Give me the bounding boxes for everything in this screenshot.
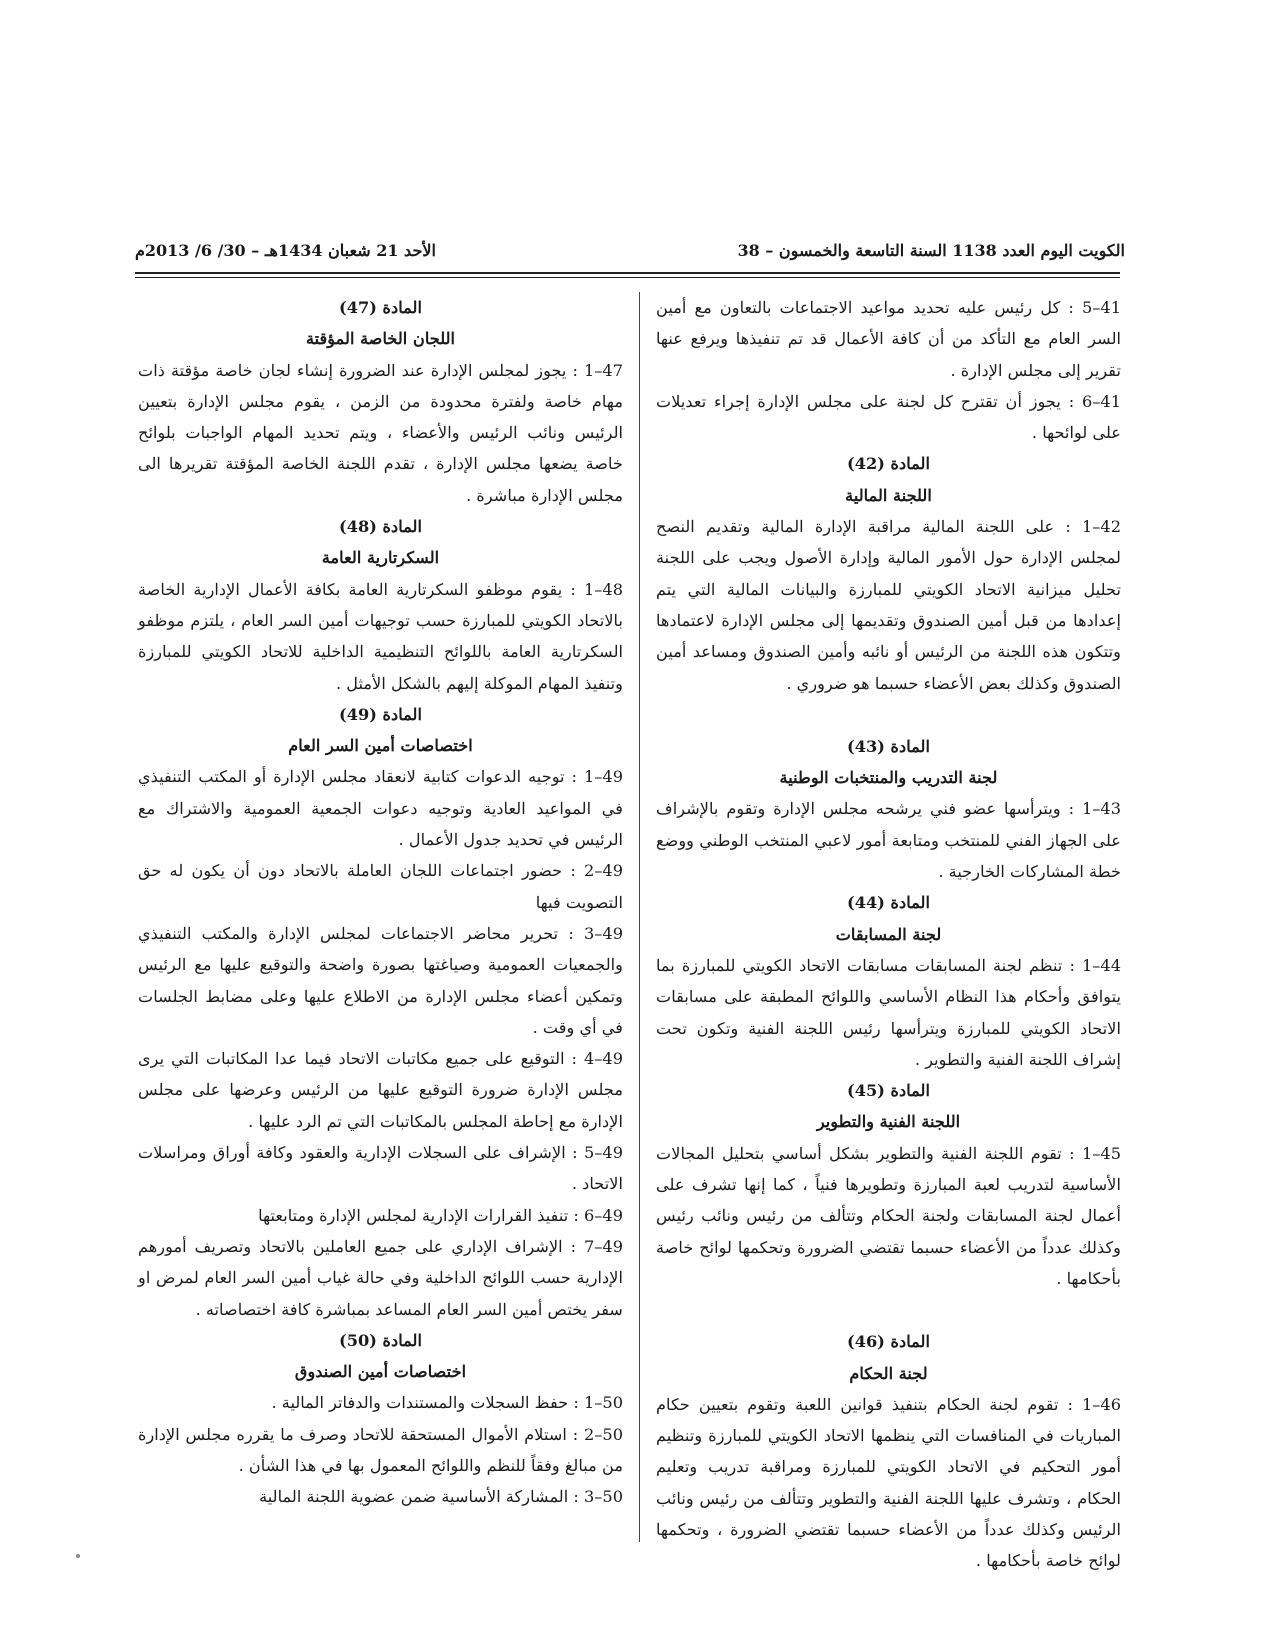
left-column [138,292,623,1513]
article-heading: المادة (48) [339,517,422,537]
article-paragraph: 43–1 : ويترأسها عضو فني يرشحه مجلس الإدارة وتقوم بالإشراف على الجهاز الفني للمنتخب ومتابعة أمور لاعبي المنتخب الوطني ووضع خطة المشاركات الخارجية . [656,799,1121,882]
scan-dot [76,1554,80,1558]
article-paragraph: 50–2 : استلام الأموال المستحقة للاتحاد وصرف ما يقرره مجلس الإدارة من مبالغ وفقاً للنظم واللوائح المعمول بها في هذا الشأن . [138,1424,623,1475]
article-paragraph: 41–6 : يجوز أن تقترح كل لجنة على مجلس الإدارة إجراء تعديلات على لوائحها . [656,391,1121,443]
article-heading: المادة (46) [847,1332,930,1352]
article-paragraph: 49–7 : الإشراف الإداري على جميع العاملين بالاتحاد وتصريف أمورهم الإدارية حسب اللوائح الداخلية وفي حالة غياب أمين السر العام لمرض او سفر يختص أمين السر العام المساعد بمباشرة كافة اختصاصاته . [138,1236,623,1319]
article-heading: اختصاصات أمين السر العام [288,736,473,756]
article-paragraph: 45–1 : تقوم اللجنة الفنية والتطوير بشكل أساسي بتحليل المجالات الأساسية لتدريب لعبة المبارزة وتطويرها فنياً ، كما إنها تشرف على أعمال لجنة المسابقات ولجنة الحكام وتتألف من رئيس ونائب رئيس وكذلك عدداً من الأعضاء حسبما تقتضي الضرورة وتحكمها لوائح خاصة بأحكامها . [656,1143,1121,1288]
article-heading: لجنة المسابقات [835,924,942,944]
article-heading: اللجنة الفنية والتطوير [816,1112,961,1132]
article-paragraph: 50–3 : المشاركة الأساسية ضمن عضوية اللجنة المالية [259,1487,623,1507]
article-paragraph: 47–1 : يجوز لمجلس الإدارة عند الضرورة إنشاء لجان خاصة مؤقتة ذات مهام خاصة ولفترة محدودة من الزمن ، يقوم مجلس الإدارة بتعيين الرئيس ونائب الرئيس والأعضاء ، ويتم تحديد المهام الواجبات بلوائح خاصة يضعها مجلس الإدارة ، تقدم اللجنة الخاصة المؤقتة تقريرها الى مجلس الإدارة مباشرة . [138,360,623,505]
article-paragraph: 49–6 : تنفيذ القرارات الإدارية لمجلس الإدارة ومتابعتها [258,1205,623,1225]
column-divider [639,292,640,1542]
article-heading: المادة (50) [339,1330,422,1350]
article-paragraph: 50–1 : حفظ السجلات والمستندات والدفاتر المالية . [271,1393,623,1413]
article-heading: المادة (45) [847,1081,930,1101]
page-header [135,232,1125,268]
article-heading: المادة (43) [847,736,930,756]
right-column [656,292,1121,1577]
article-paragraph: 48–1 : يقوم موظفو السكرتارية العامة بكافة الأعمال الإدارية الخاصة بالاتحاد الكويتي للمبارزة حسب توجيهات أمين السر العام ، يلتزم موظفو السكرتارية العامة باللوائح التنظيمية الداخلية للاتحاد الكويتي للمبارزة وتنفيذ المهام الموكلة إليهم بالشكل الأمثل . [138,579,623,693]
spacer [656,1294,1121,1326]
article-paragraph: 49–4 : التوقيع على جميع مكاتبات الاتحاد فيما عدا المكاتبات التي يرى مجلس الإدارة ضرورة التوقيع عليها من الرئيس وعرضها على مجلس الإدارة مع إحاطة المجلس بالمكاتبات التي تم الرد عليها . [138,1049,623,1131]
article-paragraph: 49–2 : حضور اجتماعات اللجان العاملة بالاتحاد دون أن يكون له حق التصويت فيها [138,861,623,912]
article-paragraph: 44–1 : تنظم لجنة المسابقات مسابقات الاتحاد الكويتي للمبارزة بما يتوافق وأحكام هذا النظام الأساسي واللوائح المطبقة على مسابقات الاتحاد الكويتي للمبارزة ويترأسها رئيس اللجنة الفنية وتكون تحت إشراف اللجنة الفنية والتطوير . [656,955,1121,1069]
article-heading: اللجنة المالية [845,485,932,505]
article-heading: المادة (42) [847,454,930,474]
article-paragraph: 42–1 : على اللجنة المالية مراقبة الإدارة المالية وتقديم النصح لمجلس الإدارة حول الأمور المالية وإدارة الأصول ويجب على اللجنة تحليل ميزانية الاتحاد الكويتي للمبارزة والبيانات المالية التي يتم إعدادها من قبل أمين الصندوق وتقديمها إلى مجلس الإدارة لاعتمادها وتتكون هذه اللجنة من الرئيس أو نائبه وأمين الصندوق ومساعد أمين الصندوق وكذلك بعض الأعضاء حسبما هو ضروري . [656,517,1121,693]
header-rule [135,272,1120,274]
article-heading: المادة (44) [847,893,930,913]
header-rule-thin [135,277,1120,278]
article-heading: السكرتارية العامة [321,548,440,568]
article-heading: المادة (47) [339,298,422,317]
article-paragraph: 46–1 : تقوم لجنة الحكام بتنفيذ قوانين اللعبة وتقوم بتعيين حكام المباريات في المنافسات التي ينظمها الاتحاد الكويتي للمبارزة وتنظيم أمور التحكيم في الاتحاد الكويتي للمبارزة ومراقبة تدريب وتعليم الحكام ، وتشرف عليها اللجنة الفنية والتطوير وتتألف من رئيس ونائب الرئيس وكذلك عدداً من الأعضاء حسبما تقتضي الضرورة ، وتحكمها لوائح خاصة بأحكامها . [656,1394,1121,1571]
article-paragraph: 49–5 : الإشراف على السجلات الإدارية والعقود وكافة أوراق ومراسلات الاتحاد . [138,1143,623,1194]
article-heading: لجنة الحكام [849,1363,928,1383]
article-heading: اللجان الخاصة المؤقتة [305,329,455,349]
article-heading: لجنة التدريب والمنتخبات الوطنية [779,768,998,788]
article-paragraph: 49–1 : توجيه الدعوات كتابية لانعقاد مجلس الإدارة أو المكتب التنفيذي في المواعيد العادية وتوجيه دعوات الجمعية العمومية والاشتراك مع الرئيس في تحديد جدول الأعمال . [138,767,623,850]
article-heading: المادة (49) [339,704,422,724]
article-paragraph: 41–5 : كل رئيس عليه تحديد مواعيد الاجتماعات بالتعاون مع أمين السر العام مع التأكد من أن كافة الأعمال قد تم تنفيذها ويرفع عنها تقرير إلى مجلس الإدارة . [656,298,1121,380]
spacer [656,699,1121,731]
article-paragraph: 49–3 : تحرير محاضر الاجتماعات لمجلس الإدارة والمكتب التنفيذي والجمعيات العمومية وصياغتها بصورة واضحة والتوقيع عليها مع الرئيس وتمكين أعضاء مجلس الإدارة من الاطلاع عليها وعلى مضابط الجلسات في أي وقت . [138,923,623,1037]
header-issue: الكويت اليوم العدد 1138 السنة التاسعة والخمسون – 38 [737,240,1125,260]
article-heading: اختصاصات أمين الصندوق [294,1362,467,1382]
header-date: الأحد 21 شعبان 1434هـ – 30/ 6/ 2013م [135,240,436,260]
